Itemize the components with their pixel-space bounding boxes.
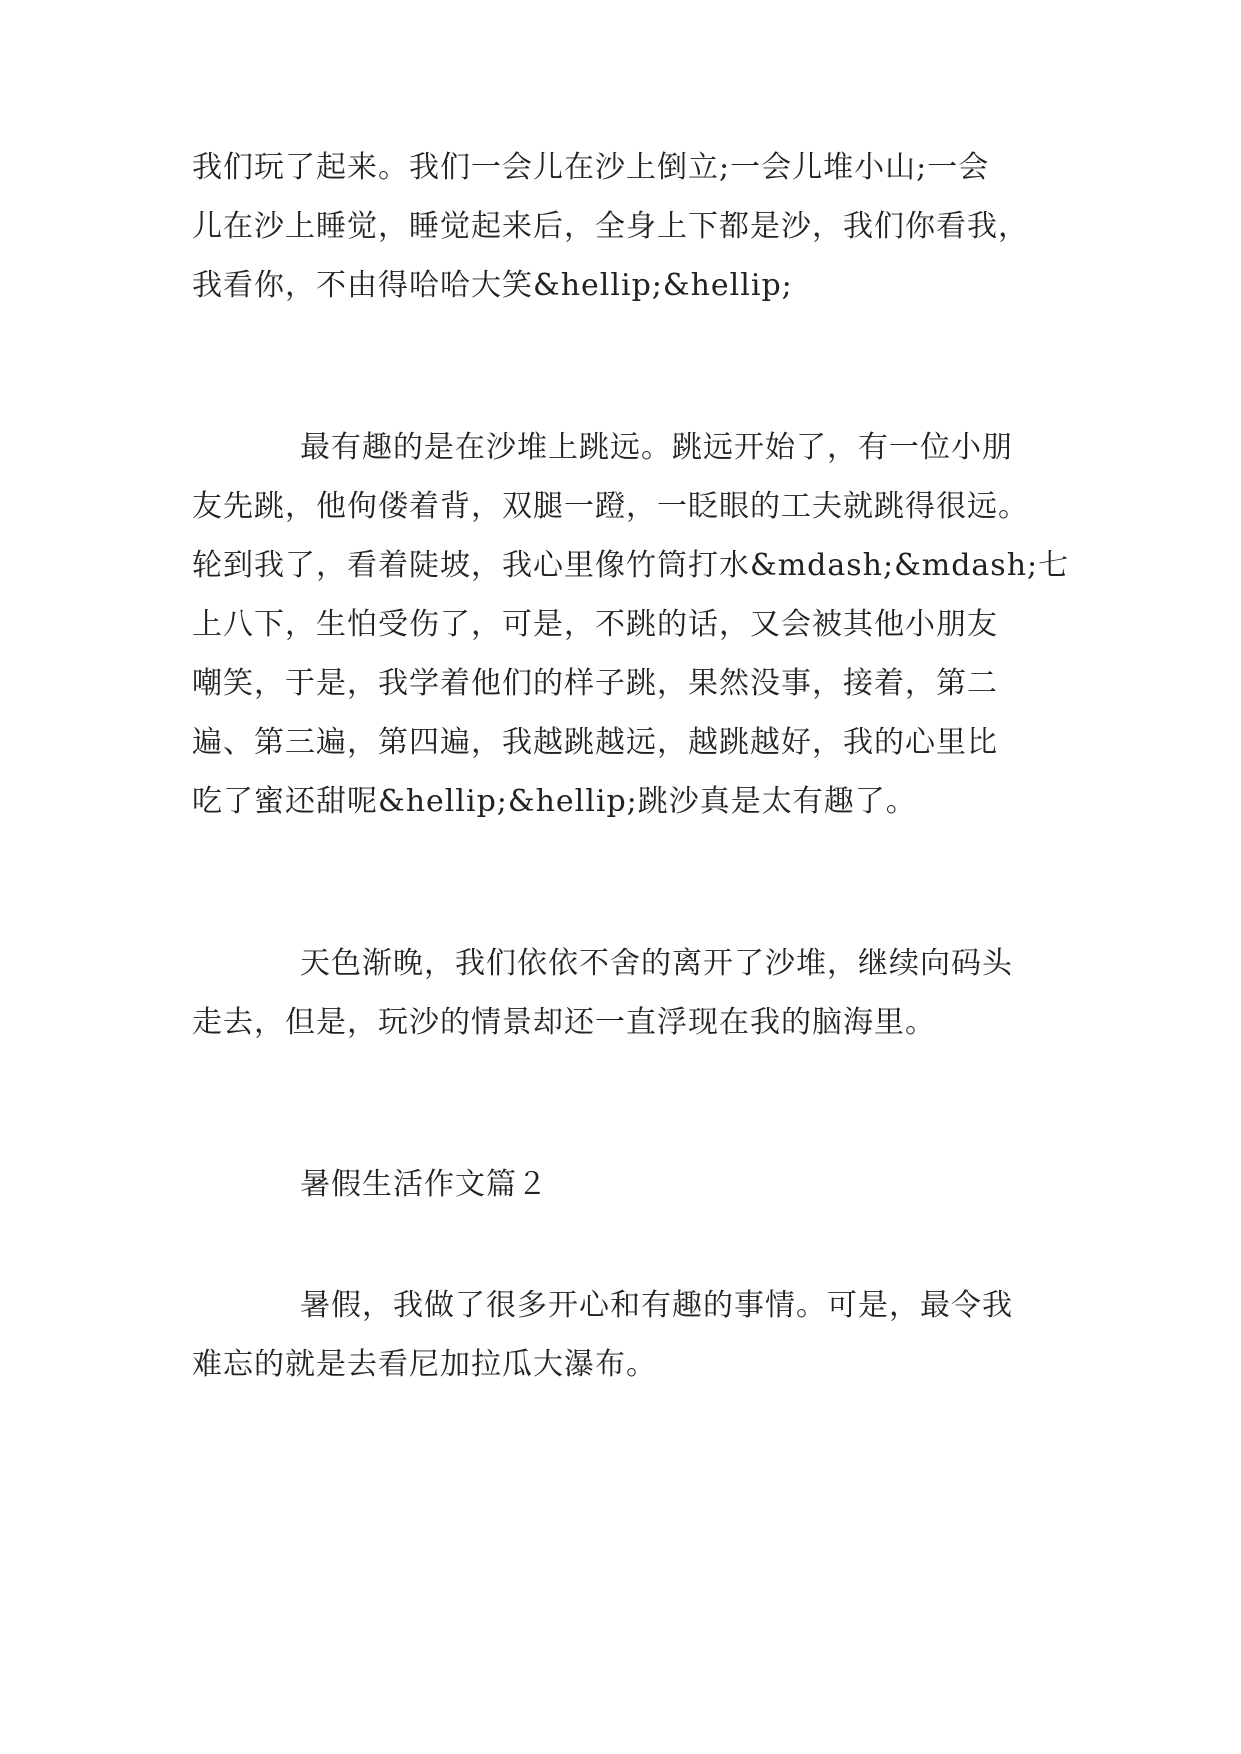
paragraph-2-line-1: 最有趣的是在沙堆上跳远。跳远开始了，有一位小朋	[300, 430, 1013, 465]
paragraph-2-line-5: 嘲笑，于是，我学着他们的样子跳，果然没事，接着，第二	[192, 666, 998, 701]
paragraph-4-line-1: 暑假，我做了很多开心和有趣的事情。可是，最令我	[300, 1288, 1013, 1323]
paragraph-3-line-2: 走去，但是，玩沙的情景却还一直浮现在我的脑海里。	[192, 1005, 936, 1040]
paragraph-1-line-3: 我看你，不由得哈哈大笑&hellip;&hellip;	[192, 268, 793, 303]
paragraph-4-line-2: 难忘的就是去看尼加拉瓜大瀑布。	[192, 1347, 657, 1382]
paragraph-2-line-4: 上八下，生怕受伤了，可是，不跳的话，又会被其他小朋友	[192, 607, 998, 642]
paragraph-1-line-2: 儿在沙上睡觉，睡觉起来后，全身上下都是沙，我们你看我，	[192, 209, 1029, 244]
paragraph-2-line-3: 轮到我了，看着陡坡，我心里像竹筒打水&mdash;&mdash;七	[192, 548, 1070, 583]
section-title: 暑假生活作文篇２	[300, 1167, 548, 1202]
paragraph-1-line-1: 我们玩了起来。我们一会儿在沙上倒立;一会儿堆小山;一会	[192, 150, 990, 185]
paragraph-2-line-6: 遍、第三遍，第四遍，我越跳越远，越跳越好，我的心里比	[192, 725, 998, 760]
paragraph-3-line-1: 天色渐晚，我们依依不舍的离开了沙堆，继续向码头	[300, 946, 1013, 981]
paragraph-2-line-2: 友先跳，他佝偻着背，双腿一蹬，一眨眼的工夫就跳得很远。	[192, 489, 1029, 524]
paragraph-2-line-7: 吃了蜜还甜呢&hellip;&hellip;跳沙真是太有趣了。	[192, 784, 917, 819]
